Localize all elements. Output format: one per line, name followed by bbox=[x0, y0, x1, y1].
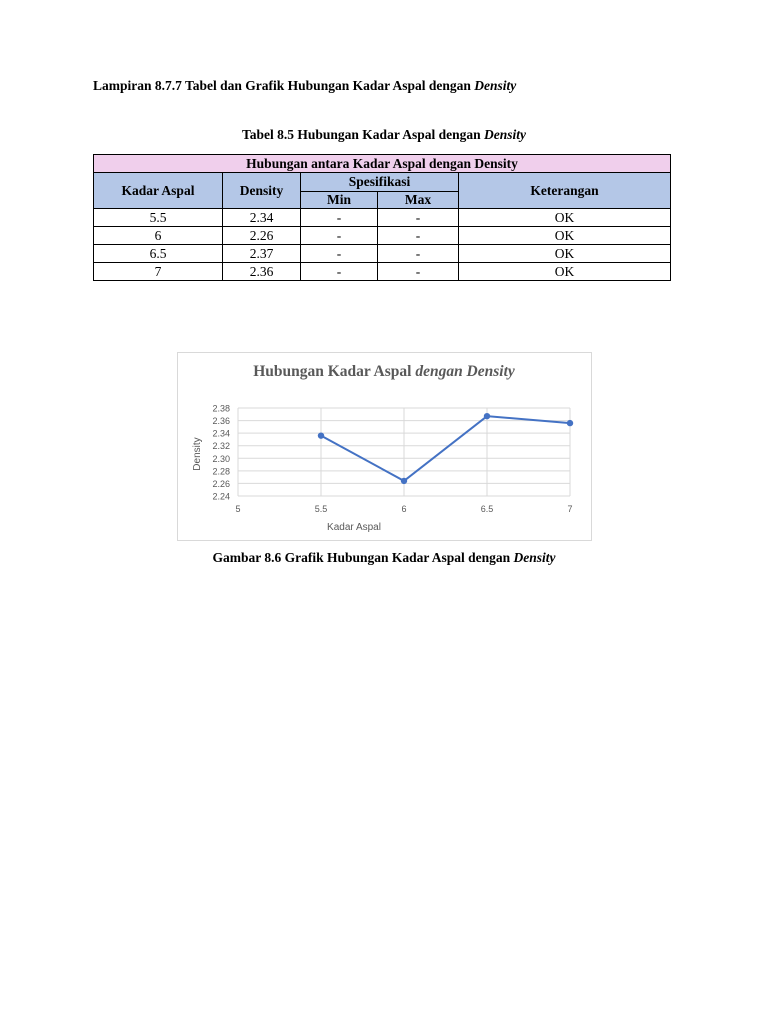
cell-density: 2.36 bbox=[223, 263, 301, 281]
y-tick-label: 2.38 bbox=[212, 403, 230, 414]
y-tick-label: 2.28 bbox=[212, 466, 230, 477]
cell-max: - bbox=[378, 227, 459, 245]
chart-title-text: Hubungan Kadar Aspal bbox=[253, 363, 412, 380]
header-kadar-aspal: Kadar Aspal bbox=[94, 173, 223, 209]
table-title: Hubungan antara Kadar Aspal dengan Density bbox=[94, 155, 671, 173]
table-caption bbox=[0, 127, 768, 143]
table-caption-text: Tabel 8.5 Hubungan Kadar Aspal dengan bbox=[242, 127, 484, 142]
cell-max: - bbox=[378, 245, 459, 263]
cell-min: - bbox=[301, 209, 378, 227]
header-max: Max bbox=[378, 192, 459, 209]
cell-kadar: 5.5 bbox=[94, 209, 223, 227]
data-point bbox=[484, 413, 490, 419]
page-heading bbox=[93, 78, 516, 94]
header-density: Density bbox=[223, 173, 301, 209]
cell-density: 2.34 bbox=[223, 209, 301, 227]
chart-svg bbox=[178, 353, 591, 540]
chart-title bbox=[253, 363, 515, 380]
header-spesifikasi: Spesifikasi bbox=[301, 173, 459, 192]
table-row bbox=[94, 227, 671, 245]
header-keterangan: Keterangan bbox=[459, 173, 671, 209]
cell-kadar: 6 bbox=[94, 227, 223, 245]
y-tick-label: 2.36 bbox=[212, 416, 230, 427]
data-point bbox=[401, 478, 407, 484]
x-tick-label: 5 bbox=[235, 504, 241, 514]
data-point bbox=[318, 432, 324, 438]
cell-keterangan: OK bbox=[459, 245, 671, 263]
cell-density: 2.37 bbox=[223, 245, 301, 263]
page-heading-italic: Density bbox=[474, 78, 517, 93]
cell-min: - bbox=[301, 263, 378, 281]
table-row bbox=[94, 245, 671, 263]
chart-title-italic: dengan Density bbox=[415, 363, 515, 380]
cell-keterangan: OK bbox=[459, 209, 671, 227]
density-chart bbox=[177, 352, 592, 541]
density-table bbox=[93, 154, 671, 281]
x-tick-label: 5.5 bbox=[314, 504, 328, 514]
cell-kadar: 7 bbox=[94, 263, 223, 281]
data-point bbox=[567, 420, 573, 426]
header-min: Min bbox=[301, 192, 378, 209]
figure-caption-italic: Density bbox=[513, 550, 556, 565]
y-axis-label: Density bbox=[192, 437, 203, 471]
y-tick-label: 2.26 bbox=[212, 478, 230, 489]
y-tick-label: 2.24 bbox=[212, 491, 230, 502]
x-tick-label: 6.5 bbox=[480, 504, 494, 514]
figure-caption-text: Gambar 8.6 Grafik Hubungan Kadar Aspal dengan bbox=[212, 550, 514, 565]
cell-min: - bbox=[301, 227, 378, 245]
cell-keterangan: OK bbox=[459, 227, 671, 245]
cell-max: - bbox=[378, 209, 459, 227]
x-axis-label: Kadar Aspal bbox=[327, 522, 381, 533]
y-tick-label: 2.34 bbox=[212, 428, 230, 439]
figure-caption bbox=[0, 550, 768, 566]
cell-min: - bbox=[301, 245, 378, 263]
x-tick-label: 7 bbox=[567, 504, 573, 514]
table-row bbox=[94, 209, 671, 227]
x-tick-label: 6 bbox=[401, 504, 407, 514]
cell-max: - bbox=[378, 263, 459, 281]
table-caption-italic: Density bbox=[483, 127, 526, 142]
table-row bbox=[94, 263, 671, 281]
cell-kadar: 6.5 bbox=[94, 245, 223, 263]
y-tick-label: 2.30 bbox=[212, 453, 230, 464]
y-tick-label: 2.32 bbox=[212, 441, 230, 452]
cell-density: 2.26 bbox=[223, 227, 301, 245]
page-heading-text: Lampiran 8.7.7 Tabel dan Grafik Hubungan Kadar Aspal dengan bbox=[93, 78, 475, 93]
cell-keterangan: OK bbox=[459, 263, 671, 281]
